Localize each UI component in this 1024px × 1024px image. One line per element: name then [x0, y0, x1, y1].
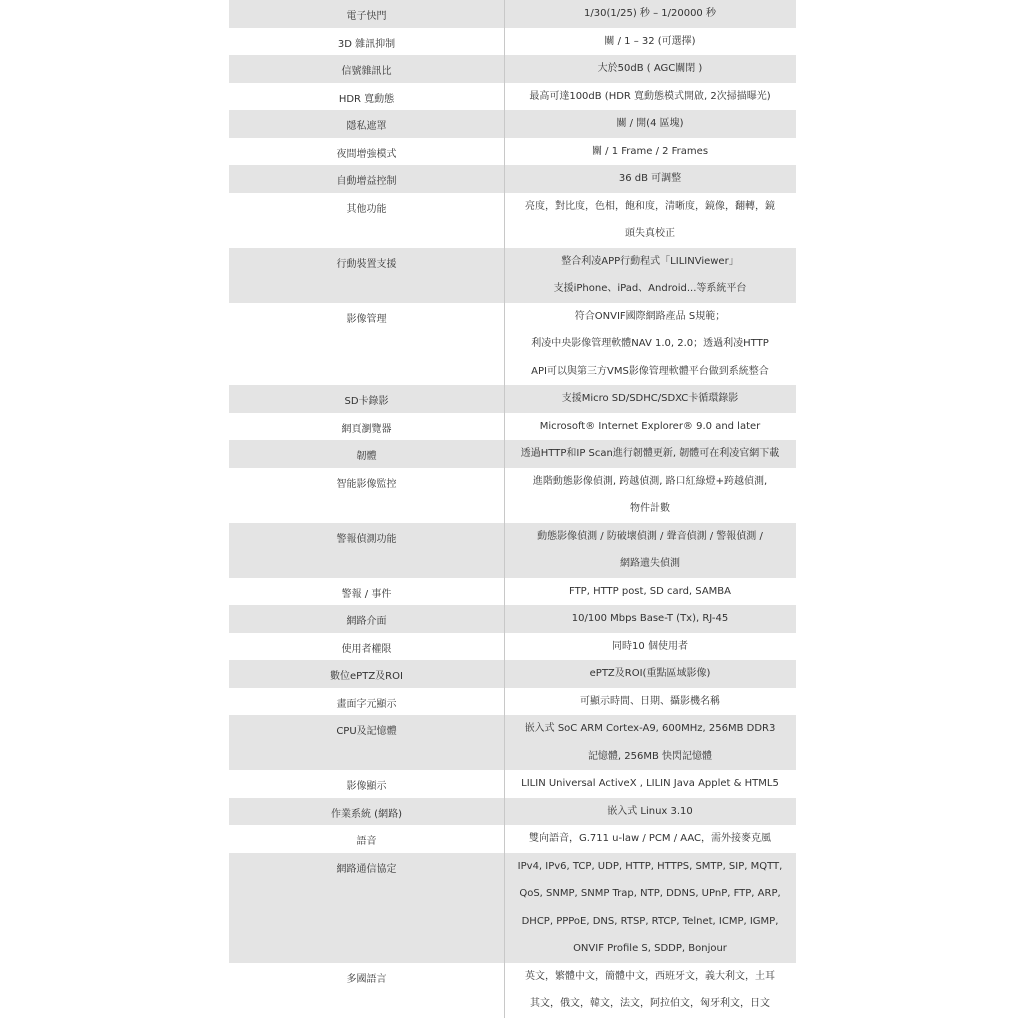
spec-value-line: 利凌中央影像管理軟體NAV 1.0, 2.0；透過利凌HTTP: [531, 338, 769, 349]
spec-value-line: 最高可達100dB (HDR 寬動態模式開啟, 2次掃描曝光): [529, 90, 771, 102]
spec-value: [505, 440, 795, 468]
spec-value-line: 其文，俄文，韓文，法文，阿拉伯文，匈牙利文，日文: [530, 998, 770, 1009]
spec-value-line: API可以與第三方VMS影像管理軟體平台做到系統整合: [531, 365, 769, 377]
spec-value: [505, 110, 795, 138]
spec-value: [505, 28, 795, 56]
spec-label: 網路通信協定: [229, 853, 505, 963]
spec-value: [505, 853, 795, 963]
spec-label: CPU及記憶體: [229, 715, 505, 770]
spec-label: 網路介面: [229, 605, 505, 633]
spec-row: [229, 468, 796, 523]
spec-label: 自動增益控制: [229, 165, 505, 193]
spec-value: [505, 138, 795, 166]
spec-value-line: 關 / 1 – 32 (可選擇): [604, 35, 696, 47]
spec-row: [229, 413, 796, 441]
spec-value-line: IPv4, IPv6, TCP, UDP, HTTP, HTTPS, SMTP, SIP, MQTT,: [517, 860, 783, 872]
spec-row: [229, 770, 796, 798]
spec-value-line: 1/30(1/25) 秒 – 1/20000 秒: [584, 8, 716, 19]
spec-label: 其他功能: [229, 193, 505, 248]
spec-label: 隱私遮罩: [229, 110, 505, 138]
spec-label: 夜間增強模式: [229, 138, 505, 166]
spec-row: [229, 303, 796, 386]
spec-row: [229, 523, 796, 578]
spec-value: [505, 165, 795, 193]
spec-value-line: 關 / 1 Frame / 2 Frames: [591, 145, 709, 157]
spec-value-line: 同時10 個使用者: [612, 640, 688, 652]
spec-row: [229, 165, 796, 193]
spec-row: [229, 83, 796, 111]
spec-label: 畫面字元顯示: [229, 688, 505, 716]
spec-value-line: QoS, SNMP, SNMP Trap, NTP, DDNS, UPnP, FTP, ARP,: [519, 888, 781, 899]
spec-value-line: 網路遺失偵測: [620, 558, 680, 569]
spec-value: [505, 385, 795, 413]
spec-value-line: Microsoft® Internet Explorer® 9.0 and later: [539, 420, 761, 432]
spec-value: [505, 605, 795, 633]
spec-value-line: LILIN Universal ActiveX , LILIN Java Applet & HTML5: [521, 778, 779, 789]
spec-row: [229, 688, 796, 716]
spec-value: [505, 770, 795, 798]
spec-label: 多國語言: [229, 963, 505, 1018]
spec-row: [229, 963, 796, 1018]
spec-row: [229, 798, 796, 826]
spec-value-line: 記憶體, 256MB 快閃記憶體: [587, 750, 713, 762]
spec-label: 智能影像監控: [229, 468, 505, 523]
spec-value-line: 嵌入式 Linux 3.10: [607, 805, 693, 817]
spec-value-line: 整合利凌APP行動程式「LILINViewer」: [561, 255, 739, 267]
spec-value: [505, 83, 795, 111]
spec-label: 韌體: [229, 440, 505, 468]
spec-value-line: 英文，繁體中文，簡體中文，西班牙文，義大利文，土耳: [525, 970, 775, 982]
spec-row: [229, 825, 796, 853]
spec-value: [505, 303, 795, 386]
spec-label: 使用者權限: [229, 633, 505, 661]
spec-value-line: 36 dB 可調整: [618, 173, 682, 184]
spec-value-line: 符合ONVIF國際網路產品 S規範；: [574, 310, 726, 322]
spec-label: SD卡錄影: [229, 385, 505, 413]
spec-row: [229, 0, 796, 28]
spec-row: [229, 248, 796, 303]
spec-value: [505, 688, 795, 716]
spec-value-line: FTP, HTTP post, SD card, SAMBA: [569, 585, 731, 597]
spec-value: [505, 963, 795, 1018]
spec-label: 作業系統 (網路): [229, 798, 505, 826]
spec-value-line: 10/100 Mbps Base-T (Tx), RJ-45: [571, 613, 729, 624]
spec-label: 影像管理: [229, 303, 505, 386]
spec-value: [505, 825, 795, 853]
spec-value: [505, 523, 795, 578]
spec-value: [505, 578, 795, 606]
spec-value-line: 進階動態影像偵測, 跨越偵測, 路口紅綠燈+跨越偵測,: [532, 475, 768, 487]
spec-row: [229, 715, 796, 770]
spec-value: [505, 798, 795, 826]
spec-label: 語音: [229, 825, 505, 853]
spec-value: [505, 55, 795, 83]
spec-value-line: 支援iPhone、iPad、Android...等系統平台: [553, 283, 747, 294]
spec-value: [505, 193, 795, 248]
spec-label: HDR 寬動態: [229, 83, 505, 111]
spec-value-line: 動態影像偵測 / 防破壞偵測 / 聲音偵測 / 警報偵測 /: [537, 530, 763, 542]
spec-row: [229, 605, 796, 633]
spec-value: [505, 413, 795, 441]
spec-table: [229, 0, 796, 1018]
spec-row: [229, 578, 796, 606]
spec-row: [229, 633, 796, 661]
spec-value: [505, 0, 795, 28]
spec-value-line: ONVIF Profile S, SDDP, Bonjour: [573, 943, 727, 954]
spec-label: 行動裝置支援: [229, 248, 505, 303]
spec-value: [505, 248, 795, 303]
spec-row: [229, 110, 796, 138]
spec-value-line: 頭失真校正: [625, 228, 675, 239]
spec-label: 影像顯示: [229, 770, 505, 798]
spec-value: [505, 633, 795, 661]
spec-value-line: 亮度，對比度，色相，飽和度，清晰度，鏡像，翻轉，鏡: [525, 200, 775, 212]
spec-label: 網頁瀏覽器: [229, 413, 505, 441]
spec-value-line: 物件計數: [630, 503, 670, 514]
spec-value-line: 雙向語音，G.711 u-law / PCM / AAC，需外接麥克風: [528, 833, 772, 844]
spec-row: [229, 385, 796, 413]
spec-row: [229, 138, 796, 166]
spec-value-line: 透過HTTP和IP Scan進行韌體更新, 韌體可在利凌官網下載: [520, 448, 780, 459]
spec-row: [229, 660, 796, 688]
spec-label: 信號雜訊比: [229, 55, 505, 83]
spec-row: [229, 853, 796, 963]
spec-value: [505, 468, 795, 523]
spec-value-line: 可顯示時間、日期、攝影機名稱: [580, 695, 720, 707]
spec-value: [505, 660, 795, 688]
spec-label: 3D 雜訊抑制: [229, 28, 505, 56]
spec-label: 警報 / 事件: [229, 578, 505, 606]
spec-value: [505, 715, 795, 770]
spec-value-line: 支援Micro SD/SDHC/SDXC卡循環錄影: [561, 393, 739, 404]
spec-label: 電子快門: [229, 0, 505, 28]
spec-value-line: 關 / 開(4 區塊): [616, 118, 684, 129]
spec-row: [229, 193, 796, 248]
spec-row: [229, 28, 796, 56]
spec-value-line: 嵌入式 SoC ARM Cortex-A9, 600MHz, 256MB DDR3: [524, 723, 776, 734]
spec-row: [229, 55, 796, 83]
spec-value-line: DHCP, PPPoE, DNS, RTSP, RTCP, Telnet, ICMP, IGMP,: [521, 915, 779, 927]
spec-row: [229, 440, 796, 468]
spec-label: 數位ePTZ及ROI: [229, 660, 505, 688]
spec-label: 警報偵測功能: [229, 523, 505, 578]
spec-value-line: ePTZ及ROI(重點區域影像): [589, 668, 711, 679]
spec-value-line: 大於50dB ( AGC關閉 ): [597, 63, 703, 74]
